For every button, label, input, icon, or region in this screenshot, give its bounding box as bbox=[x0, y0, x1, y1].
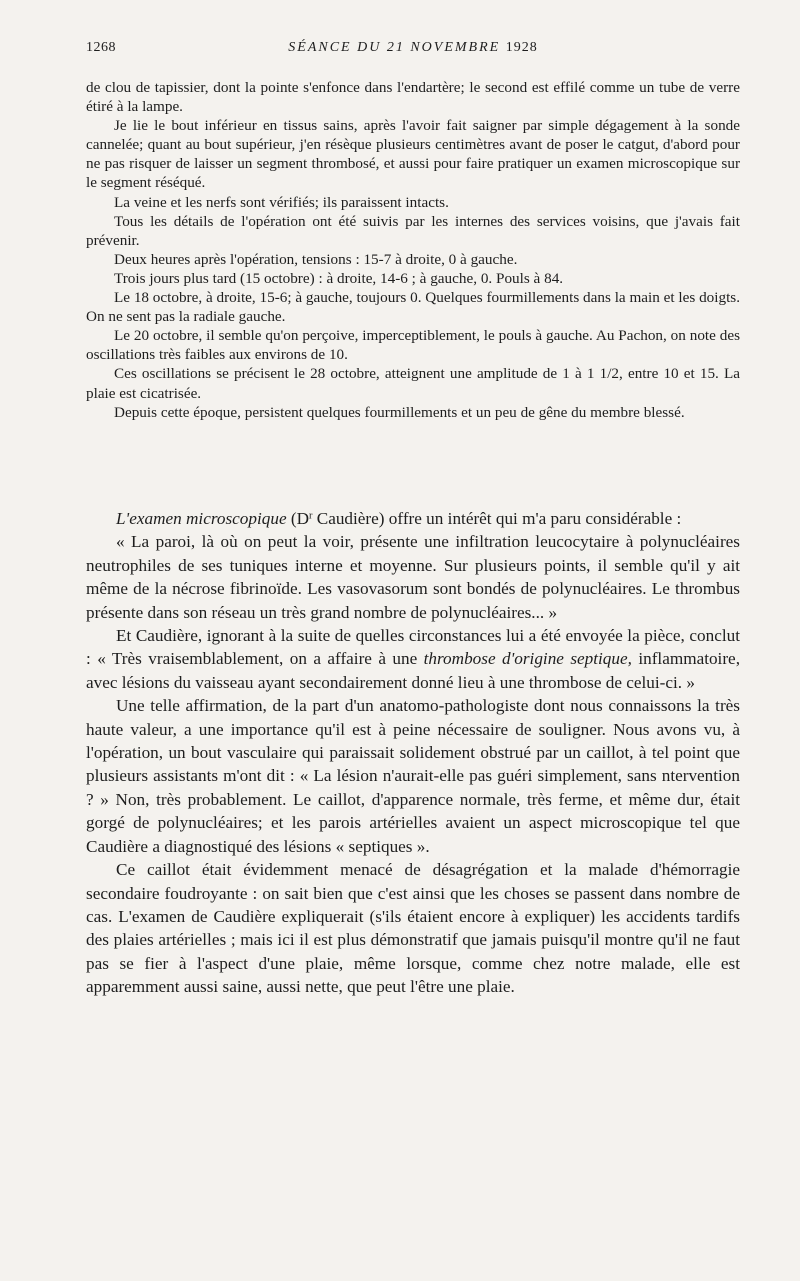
superscript-r: r bbox=[309, 510, 313, 522]
page-number: 1268 bbox=[86, 40, 116, 55]
paragraph-ligature: Je lie le bout inférieur en tissus sains, après l'avoir fait saigner par simple dégagement à la sonde cannelée; quant au bout supérieur, j'en résèque plusieurs centimètres avant de poser le catgut, d'abord pour ne pas risquer de laisser un segment thrombosé, et aussi pour faire pratiquer un examen microscopique sur le segment réséqué. bbox=[86, 117, 740, 192]
paragraph-tensions: Deux heures après l'opération, tensions : 15-7 à droite, 0 à gauche. bbox=[114, 250, 518, 268]
header-year: 1928 bbox=[505, 40, 538, 55]
italic-examen: L'examen microscopique bbox=[116, 509, 287, 528]
paragraph-20-octobre: Le 20 octobre, il semble qu'on perçoive, imperceptiblement, le pouls à gauche. Au Pachon, on note des oscillations très faibles aux environs de 10. bbox=[86, 327, 740, 364]
text-caudiere: Caudière) offre un intérêt qui m'a paru considérable : bbox=[316, 509, 682, 528]
paragraph-quotation: « La paroi, là où on peut la voir, présente une infiltration leucocytaire à polynucléaires neutrophiles de ses tuniques interne et moyenne. Sur plusieurs points, il semble qu'il y ait même de la nécrose fibrinoïde. Les vasovasorum sont bondés de polynucléaires. Le thrombus présente dans son réseau un très grand nombre de polynucléaires... » bbox=[86, 532, 740, 622]
paragraph-affirmation: Une telle affirmation, de la part d'un anatomo-pathologiste dont nous connaissons la très haute valeur, a une importance qu'il est à peine nécessaire de souligner. Nous avons vu, à l'opération, un bout vasculaire qui paraissait solidement obstrué par un caillot, à tel point que plusieurs assistants m'ont dit : « La lésion n'aurait-elle pas guéri simplement, sans ntervention ? » Non, très probablement. Le caillot, d'apparence normale, très ferme, et même dur, était gorgé de polynucléaires; et les parois artérielles avaient un aspect microscopique tel que Caudière a diagnostiqué des lésions « septiques ». bbox=[86, 696, 740, 856]
paragraph-caillot: Ce caillot était évidemment menacé de désagrégation et la malade d'hémorragie secondaire foudroyante : on sait bien que c'est ainsi que les choses se passent dans nombre de cas. L'examen de Caudière expliquerait (s'ils étaient encore à expliquer) les accidents tardifs des plaies artérielles ; mais ici il est plus démonstratif que jamais puisqu'il montre qu'il ne faut pas se fier à l'aspect d'une plaie, même lorsque, comme chez notre malade, elle est apparemment aussi saine, aussi nette, que peut l'être une plaie. bbox=[86, 860, 740, 997]
header-title bbox=[86, 40, 740, 56]
text-inflammatoire: inflammatoire, avec lésions du vaisseau ayant secondairement donné lieu à une thrombose de celui-ci. » bbox=[86, 649, 740, 692]
header-session-title: SÉANCE DU 21 NOVEMBRE bbox=[288, 40, 501, 55]
paragraph-veine-nerfs: La veine et les nerfs sont vérifiés; ils paraissent intacts. bbox=[114, 193, 449, 211]
main-text bbox=[86, 507, 740, 999]
operation-report-notes bbox=[86, 78, 740, 422]
paragraph-continuation: de clou de tapissier, dont la pointe s'enfonce dans l'endartère; le second est effilé comme un tube de verre étiré à la lampe. bbox=[86, 79, 740, 116]
text-dr: (D bbox=[290, 509, 310, 528]
italic-thrombose: thrombose d'origine septique, bbox=[423, 649, 632, 669]
paragraph-28-octobre: Ces oscillations se précisent le 28 octobre, atteignent une amplitude de 1 à 1 1/2, entre 10 et 15. La plaie est cicatrisée. bbox=[86, 365, 740, 402]
paragraph-trois-jours: Trois jours plus tard (15 octobre) : à droite, 14-6 ; à gauche, 0. Pouls à 84. bbox=[114, 269, 564, 287]
paragraph-depuis: Depuis cette époque, persistent quelques fourmillements et un peu de gêne du membre blessé. bbox=[114, 403, 685, 421]
paragraph-conclusion bbox=[86, 624, 740, 694]
paragraph-18-octobre: Le 18 octobre, à droite, 15-6; à gauche, toujours 0. Quelques fourmillements dans la main et les doigts. On ne sent pas la radiale gauche. bbox=[86, 289, 740, 326]
paragraph-examen-intro bbox=[86, 507, 740, 530]
paragraph-internes: Tous les détails de l'opération ont été suivis par les internes des services voisins, que j'avais fait prévenir. bbox=[86, 212, 740, 249]
text-conclut: Et Caudière, ignorant à la suite de quelles circonstances lui a été envoyée la pièce, conclut : « Très vraisemblablement, on a affaire à une bbox=[86, 626, 740, 669]
running-header bbox=[86, 40, 740, 62]
